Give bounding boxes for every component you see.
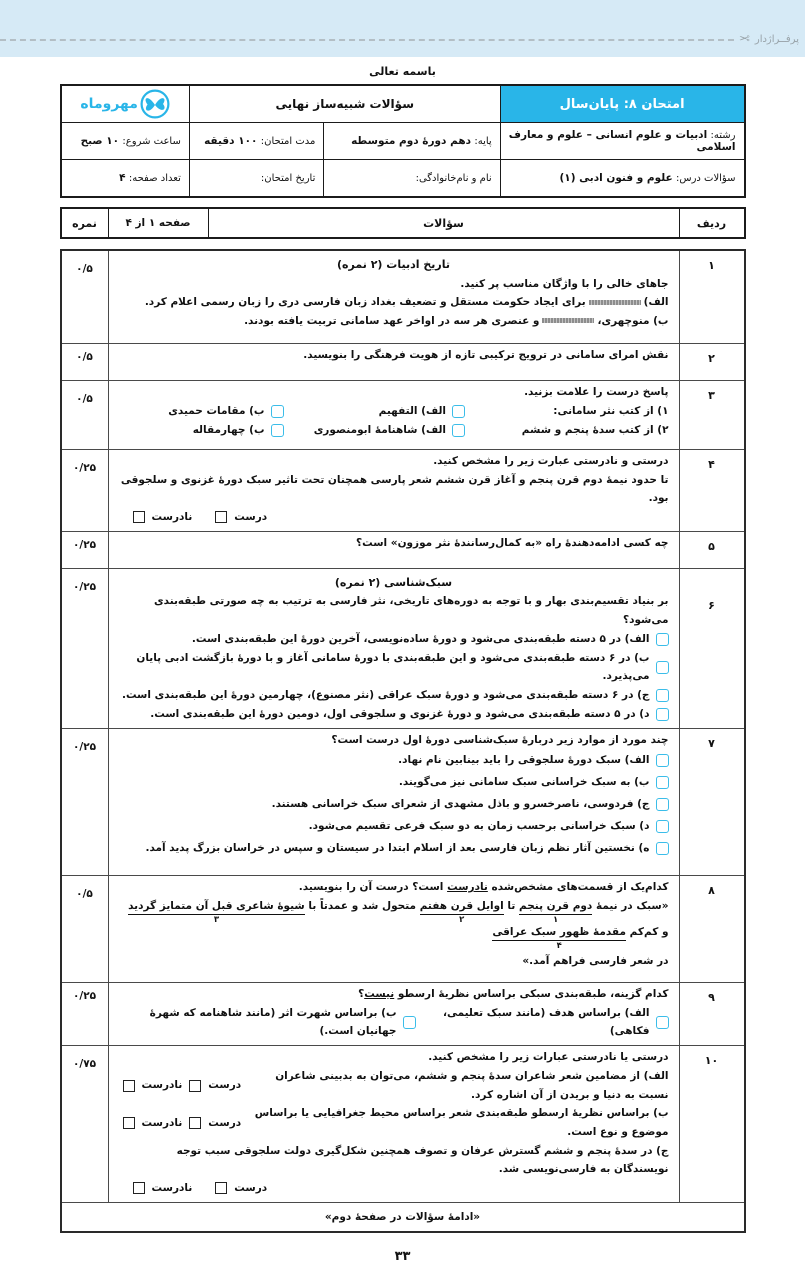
statement-line-a [119, 1067, 669, 1104]
text-part: کدام‌یک از قسمت‌های مشخص‌شده [487, 881, 669, 894]
question-row-9 [61, 983, 745, 1046]
blank-line[interactable] [589, 300, 641, 305]
grade-value: دهم دورهٔ دوم متوسطه [351, 135, 471, 147]
sub-question-text: ۲) از کتب سدهٔ پنجم و ششم [521, 423, 669, 436]
dashed-cut-line [0, 39, 734, 41]
segment-text: مقدمهٔ ظهور سبک عراقی [492, 925, 626, 941]
option-checkbox[interactable] [403, 1016, 416, 1029]
true-label: درست [208, 1116, 242, 1129]
option-checkbox[interactable] [656, 689, 669, 702]
false-checkbox[interactable] [123, 1080, 135, 1092]
underlined-segment-1 [519, 899, 592, 925]
exam-title: امتحان ۸: پایان‌سال [500, 85, 744, 123]
answer-option [119, 421, 284, 440]
text-part: است؟ درست آن را بنویسید. [298, 881, 448, 894]
option-label: ب) مقامات حمیدی [168, 404, 265, 417]
question-number: ۲ [679, 344, 745, 381]
score-value: ۰/۷۵ [61, 1046, 109, 1203]
question-text [119, 985, 669, 1004]
text-part: کدام گزینه، طبقه‌بندی سبکی براساس نظریهٔ ارسطو [394, 988, 669, 1001]
underlined-segment-2 [420, 899, 504, 925]
question-row-7 [61, 729, 745, 876]
question-text: بر بنیاد تقسیم‌بندی بهار و با توجه به دوره‌های تاریخی، نثر فارسی به ترتیب به چه صورتی طبقه‌بندی می‌شود؟ [154, 595, 669, 627]
option-checkbox[interactable] [656, 708, 669, 721]
true-false-group [133, 508, 268, 527]
question-row-6 [61, 568, 745, 728]
score-value: ۰/۵ [61, 876, 109, 983]
option-label: ج) فردوسی، ناصرخسرو و باذل مشهدی از شعرای سبک خراسانی هستند. [271, 798, 650, 811]
perforation-band [0, 0, 805, 57]
question-body [108, 344, 679, 381]
answer-option [119, 630, 669, 649]
option-checkbox[interactable] [656, 798, 669, 811]
page-indicator: صفحه ۱ از ۴ [108, 208, 208, 238]
question-body [108, 729, 679, 876]
option-checkbox[interactable] [271, 424, 284, 437]
question-text: درستی و نادرستی عبارت زیر را مشخص کنید. [433, 455, 669, 467]
false-checkbox[interactable] [133, 511, 145, 523]
option-label: د) در ۵ دسته طبقه‌بندی می‌شود و دورهٔ غزنوی و سلجوقی اول، دومین دورهٔ این طبقه‌بندی است. [150, 708, 650, 721]
exam-date-label: تاریخ امتحان: [260, 173, 316, 184]
false-checkbox[interactable] [133, 1182, 145, 1194]
option-checkbox[interactable] [656, 820, 669, 833]
course-cell [500, 160, 744, 198]
question-body [108, 381, 679, 450]
question-number: ۷ [679, 729, 745, 876]
bismillah-text: باسمه تعالی [369, 65, 436, 78]
question-text: درستی یا نادرستی عبارات زیر را مشخص کنید. [428, 1051, 669, 1064]
option-checkbox[interactable] [656, 754, 669, 767]
start-time-value: ۱۰ صبح [80, 135, 120, 147]
segment-number: ۱ [553, 914, 559, 925]
field-value: ادبیات و علوم انسانی – علوم و معارف اسلامی [508, 129, 736, 153]
true-checkbox[interactable] [215, 511, 227, 523]
row-column-header: ردیف [679, 208, 745, 238]
option-label: ه) نخستین آثار نظم زبان فارسی بعد از اسلام ابتدا در سیستان و سپس در خراسان بزرگ پدید آمد. [145, 842, 650, 855]
question-number: ۱ [679, 250, 745, 344]
butterfly-icon [140, 89, 170, 119]
score-value: ۰/۲۵ [61, 531, 109, 568]
true-false-group [133, 1179, 268, 1198]
option-label: الف) شاهنامهٔ ابومنصوری [313, 423, 446, 436]
blank-line[interactable] [542, 318, 594, 323]
option-checkbox[interactable] [656, 776, 669, 789]
pages-value: ۴ [119, 172, 126, 184]
false-checkbox[interactable] [123, 1117, 135, 1129]
question-body [108, 1046, 679, 1203]
underlined-word: نادرست [447, 881, 488, 894]
duration-cell [189, 123, 324, 160]
answer-option [119, 750, 669, 772]
question-number: ۶ [679, 568, 745, 728]
underlined-word: نیست [364, 988, 395, 1001]
questions-column-header: سؤالات [208, 208, 679, 238]
score-value: ۰/۵ [61, 344, 109, 381]
score-column-header: نمره [61, 208, 109, 238]
false-label: نادرست [151, 511, 193, 524]
statement-text: تا حدود نیمهٔ دوم قرن پنجم و آغاز قرن ششم شعر پارسی همچنان تحت تاثیر سبک دورهٔ غزنوی و سلجوقی بود. [120, 473, 669, 505]
question-row-10 [61, 1046, 745, 1203]
student-name-label: نام و نام‌خانوادگی: [415, 173, 492, 184]
question-row-1 [61, 250, 745, 344]
answer-option [119, 794, 669, 816]
true-label: درست [234, 1181, 268, 1194]
option-checkbox[interactable] [656, 1016, 669, 1029]
question-body [108, 250, 679, 344]
segment-text: شیوهٔ شاعری قبل آن متمایز گردید [128, 899, 305, 915]
score-value: ۰/۲۵ [61, 568, 109, 728]
item-text: و عنصری هر سه در اواخر عهد سامانی تربیت یافته بودند. [244, 314, 540, 327]
true-false-group [119, 1114, 242, 1133]
item-prefix: الف) [643, 296, 669, 309]
option-checkbox[interactable] [656, 661, 669, 674]
question-text [119, 878, 669, 897]
option-label: الف) براساس هدف (مانند سبک تعلیمی، فکاهی) [443, 1006, 650, 1038]
answer-option [119, 816, 669, 838]
sub-question-2 [119, 421, 669, 440]
statement-line-b [119, 1104, 669, 1141]
option-label: الف) التفهیم [378, 404, 446, 417]
question-body [108, 876, 679, 983]
answer-option [284, 402, 466, 421]
questions-header-bar [60, 207, 746, 239]
true-checkbox[interactable] [189, 1117, 201, 1129]
underlined-segment-3 [128, 899, 305, 925]
start-time-label: ساعت شروع: [122, 136, 181, 147]
question-body [108, 531, 679, 568]
brand-name: مهروماه [80, 96, 138, 112]
field-cell [500, 123, 744, 160]
perforation-label: پرفــراژدار [754, 34, 799, 45]
false-label: نادرست [141, 1116, 183, 1129]
text-part: متحول شد و عمدتاً با [304, 899, 420, 912]
text-part: و کم‌کم [625, 926, 669, 939]
option-checkbox[interactable] [452, 405, 465, 418]
score-value: ۰/۲۵ [61, 983, 109, 1046]
duration-value: ۱۰۰ دقیقه [204, 135, 258, 147]
option-checkbox[interactable] [452, 424, 465, 437]
segment-number: ۲ [459, 914, 465, 925]
item-prefix: ب) منوچهری، [597, 314, 669, 327]
score-value: ۰/۲۵ [61, 450, 109, 532]
quote-continuation: در شعر فارسی فراهم آمد.» [522, 954, 669, 967]
underlined-segment-4 [492, 925, 626, 951]
question-row-4 [61, 450, 745, 532]
cut-line [0, 32, 799, 47]
question-row-3 [61, 381, 745, 450]
question-row-2 [61, 344, 745, 381]
options-row [119, 1004, 669, 1041]
grade-label: پایه: [474, 136, 492, 147]
statement-text: ب) براساس نظریهٔ ارسطو طبقه‌بندی شعر براساس محیط جغرافیایی یا براساس موضوع و نوع است. [254, 1107, 669, 1138]
fill-blank-line-b [119, 312, 669, 331]
score-value: ۰/۵ [61, 381, 109, 450]
option-label: الف) سبک دورهٔ سلجوقی را باید بینابین نام نهاد. [398, 754, 650, 767]
question-number: ۸ [679, 876, 745, 983]
start-time-cell [61, 123, 190, 160]
statement-line-c: ج) در سدهٔ پنجم و ششم گسترش عرفان و تصوف همچنین شکل‌گیری دولت سلجوقی سبب توجه نویسندگان به فارسی‌نویسی شد. [176, 1144, 669, 1176]
course-label: سؤالات درس: [676, 173, 736, 184]
segment-number: ۳ [213, 914, 220, 925]
brand-logo [61, 85, 190, 123]
segment-text: اوایل قرن هفتم [420, 899, 504, 915]
answer-option [119, 772, 669, 794]
grade-cell [324, 123, 500, 160]
question-number: ۹ [679, 983, 745, 1046]
field-label: رشته: [710, 130, 736, 141]
course-value: علوم و فنون ادبی (۱) [559, 172, 673, 184]
answer-option [119, 686, 669, 705]
true-checkbox[interactable] [215, 1182, 227, 1194]
exam-subtitle: سؤالات شبیه‌ساز نهایی [189, 85, 500, 123]
text-part: تا [503, 899, 519, 912]
footer-row [61, 1202, 745, 1232]
true-false-line [119, 508, 669, 527]
option-label: ب) به سبک خراسانی سبک سامانی نیز می‌گویند. [398, 776, 650, 789]
answer-option [119, 838, 669, 860]
answer-option [119, 705, 669, 724]
question-number: ۳ [679, 381, 745, 450]
item-text: برای ایجاد حکومت مستقل و تضعیف بغداد زبان فارسی دری را زبان رسمی اعلام کرد. [144, 296, 586, 309]
sub-question-text: ۱) از کتب نثر سامانی: [553, 404, 669, 417]
true-label: درست [208, 1079, 242, 1092]
scissors-icon: ✂ [738, 32, 750, 47]
exam-header-table [60, 84, 746, 198]
continue-note: «ادامهٔ سؤالات در صفحهٔ دوم» [61, 1202, 745, 1232]
segment-text: دوم قرن پنجم [519, 899, 592, 915]
question-row-8 [61, 876, 745, 983]
question-row-5 [61, 531, 745, 568]
false-label: نادرست [141, 1079, 183, 1092]
option-label: ب) در ۶ دسته طبقه‌بندی می‌شود و این طبقه‌بندی با دورهٔ سامانی آغاز و با دورهٔ بازگشت ادبی پایان می‌پذیرد. [136, 651, 650, 683]
text-part: ؟ [358, 988, 365, 1001]
pages-label: تعداد صفحه: [128, 173, 181, 184]
false-label: نادرست [151, 1181, 193, 1194]
answer-option [416, 1004, 669, 1041]
score-value: ۰/۵ [61, 250, 109, 344]
answer-option [119, 402, 284, 421]
true-checkbox[interactable] [189, 1080, 201, 1092]
section-title-history: تاریخ ادبیات (۲ نمره) [337, 258, 450, 271]
question-text: پاسخ درست را علامت بزنید. [524, 386, 669, 398]
questions-table [60, 249, 746, 1233]
question-number: ۴ [679, 450, 745, 532]
question-text: جاهای خالی را با واژگان مناسب پر کنید. [460, 277, 669, 290]
segment-number: ۴ [556, 941, 562, 952]
true-false-line [119, 1179, 669, 1198]
question-body [108, 450, 679, 532]
answer-option [284, 421, 466, 440]
question-text: چه کسی ادامه‌دهندهٔ راه «به کمال‌رسانندهٔ نثر موزون» است؟ [356, 536, 669, 549]
question-text: نقش امرای سامانی در ترویج ترکیبی تازه از هویت فرهنگی را بنویسید. [303, 349, 669, 361]
pages-cell [61, 160, 190, 198]
question-body [108, 983, 679, 1046]
question-number: ۱۰ [679, 1046, 745, 1203]
option-checkbox[interactable] [271, 405, 284, 418]
page-number: ۳۳ [394, 1248, 411, 1264]
text-part: «سبک در نیمهٔ [592, 899, 669, 912]
option-label: ج) در ۶ دسته طبقه‌بندی می‌شود و دورهٔ سبک عراقی (نثر مصنوع)، چهارمین دورهٔ این طبقه‌بندی است. [121, 689, 650, 702]
answer-option [119, 1004, 416, 1041]
true-label: درست [234, 511, 268, 524]
question-body [108, 568, 679, 728]
section-title-stylistics: سبک‌شناسی (۲ نمره) [334, 575, 453, 589]
exam-date-field [189, 160, 324, 198]
question-text: چند مورد از موارد زیر دربارهٔ سبک‌شناسی دورهٔ اول درست است؟ [331, 734, 669, 747]
answer-option [119, 649, 669, 686]
sub-question-1 [119, 402, 669, 421]
option-label: ب) براساس شهرت اثر (مانند شاهنامه که شهرهٔ جهانیان است.) [149, 1006, 397, 1038]
option-label: د) سبک خراسانی برحسب زمان به دو سبک فرعی تقسیم می‌شود. [308, 820, 650, 833]
student-name-field [324, 160, 500, 198]
fill-blank-line-a [119, 293, 669, 312]
score-value: ۰/۲۵ [61, 729, 109, 876]
duration-label: مدت امتحان: [260, 136, 316, 147]
option-checkbox[interactable] [656, 842, 669, 855]
statement-text: الف) از مضامین شعر شاعران سدهٔ پنجم و ششم، می‌توان به بدبینی شاعران نسبت به دنیا و بریدن از آن اشاره کرد. [275, 1069, 669, 1101]
option-label: الف) در ۵ دسته طبقه‌بندی می‌شود و دورهٔ ساده‌نویسی، آخرین دورهٔ این طبقه‌بندی است. [191, 632, 650, 645]
option-label: ب) چهارمقاله [192, 423, 265, 436]
true-false-group [119, 1076, 242, 1095]
question-number: ۵ [679, 531, 745, 568]
quoted-passage [119, 899, 669, 952]
option-checkbox[interactable] [656, 633, 669, 646]
